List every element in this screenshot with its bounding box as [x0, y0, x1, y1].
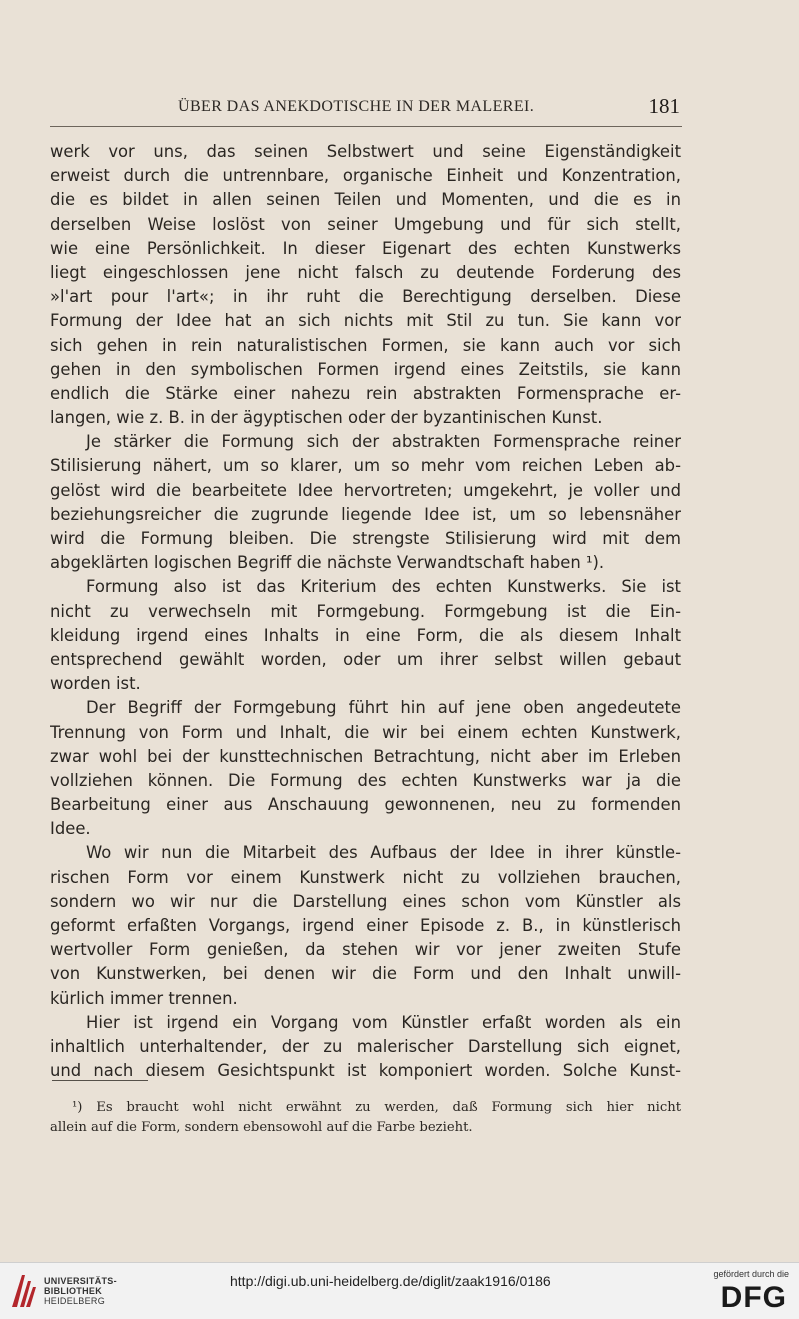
text-line: rischen Form vor einem Kunstwerk nicht zu vollziehen brauchen,: [50, 867, 681, 887]
paragraph-2: [50, 430, 681, 575]
text-line: Stilisierung nähert, um so klarer, um so mehr vom reichen Leben ab-: [50, 456, 681, 476]
footnote-divider: [52, 1080, 148, 1081]
text-line: Der Begriff der Formgebung führt hin auf jene oben angedeutete: [86, 698, 681, 718]
text-line: Trennung von Form und Inhalt, die wir bei einem echten Kunstwerk,: [50, 722, 681, 742]
text-line: gehen in den symbolischen Formen irgend eines Zeitstils, sie kann: [50, 359, 681, 379]
text-line: Bearbeitung einer aus Anschauung gewonnenen, neu zu formenden: [50, 795, 681, 815]
text-line: abgeklärten logischen Begriff die nächste Verwandtschaft haben ¹).: [50, 553, 605, 573]
text-line: kleidung irgend eines Inhalts in eine Form, die als diesem Inhalt: [50, 625, 681, 645]
text-line: inhaltlich unterhaltender, der zu malerischer Darstellung sich eignet,: [50, 1036, 681, 1056]
library-logo-icon: [8, 1271, 38, 1311]
paragraph-1: [50, 140, 681, 430]
text-line: endlich die Stärke einer nahezu rein abstrakten Formensprache er-: [50, 383, 681, 403]
library-name: UNIVERSITÄTS- BIBLIOTHEK HEIDELBERG: [44, 1276, 117, 1306]
paragraph-6: [50, 1011, 681, 1084]
text-line: wertvoller Form genießen, da stehen wir vor jener zweiten Stufe: [50, 940, 681, 960]
text-line: vollziehen können. Die Formung des echten Kunstwerks war ja die: [50, 770, 681, 790]
text-line: werk vor uns, das seinen Selbstwert und seine Eigenständigkeit: [50, 142, 681, 161]
text-line: Wo wir nun die Mitarbeit des Aufbaus der Idee in ihrer künstle-: [86, 843, 681, 863]
text-line: Idee.: [50, 819, 91, 839]
text-line: entsprechend gewählt worden, oder um ihrer selbst willen gebaut: [50, 649, 681, 669]
footnote-line: ¹) Es braucht wohl nicht erwähnt zu werden, daß Formung sich hier nicht: [72, 1100, 681, 1115]
text-line: langen, wie z. B. in der ägyptischen oder der byzantinischen Kunst.: [50, 408, 603, 428]
dfg-logo: DFG: [720, 1281, 787, 1314]
text-line: liegt eingeschlossen jene nicht falsch zu deutende Forderung des: [50, 262, 681, 282]
text-line: zwar wohl bei der kunsttechnischen Betrachtung, nicht aber im Erleben: [50, 746, 681, 766]
text-line: geformt erfaßten Vorgangs, irgend einer Episode z. B., in künstlerisch: [50, 916, 681, 935]
text-line: derselben Weise loslöst von seiner Umgebung und für sich stellt,: [50, 214, 681, 234]
text-line: sich gehen in rein naturalistischen Formen, sie kann auch vor sich: [50, 335, 681, 355]
header-title: ÜBER DAS ANEKDOTISCHE IN DER MALEREI.: [178, 98, 535, 115]
viewer-footer: [0, 1262, 799, 1319]
page-number: 181: [648, 94, 680, 118]
text-line: Formung also ist das Kriterium des echten Kunstwerks. Sie ist: [86, 577, 681, 597]
text-line: beziehungsreicher die zugrunde liegende Idee ist, um so lebensnäher: [50, 504, 681, 524]
funder-note: gefördert durch die: [713, 1269, 789, 1279]
text-line: und nach diesem Gesichtspunkt ist komponiert worden. Solche Kunst-: [50, 1061, 681, 1081]
body-text: [50, 140, 681, 1083]
text-line: Je stärker die Formung sich der abstrakten Formensprache reiner: [86, 432, 681, 452]
paragraph-5: [50, 841, 681, 1010]
text-line: von Kunstwerken, bei denen wir die Form und den Inhalt unwill-: [50, 964, 681, 984]
document-url-link[interactable]: http://digi.ub.uni-heidelberg.de/diglit/zaak1916/0186: [230, 1273, 551, 1289]
paragraph-3: [50, 575, 681, 696]
paragraph-4: [50, 696, 681, 841]
text-line: die es bildet in allen seinen Teilen und Momenten, und die es in: [50, 190, 681, 210]
text-line: Formung der Idee hat an sich nichts mit Stil zu tun. Sie kann vor: [50, 311, 681, 331]
text-line: gelöst wird die bearbeitete Idee hervortreten; umgekehrt, je voller und: [50, 480, 681, 500]
text-line: worden ist.: [50, 674, 141, 694]
text-line: Hier ist irgend ein Vorgang vom Künstler erfaßt worden als ein: [86, 1012, 681, 1032]
text-line: erweist durch die untrennbare, organische Einheit und Konzentration,: [50, 166, 681, 186]
text-line: »l'art pour l'art«; in ihr ruht die Berechtigung derselben. Diese: [50, 287, 681, 307]
text-line: sondern wo wir nur die Darstellung eines schon vom Künstler als: [50, 891, 681, 911]
text-line: wird die Formung bleiben. Die strengste Stilisierung wird mit dem: [50, 529, 681, 548]
running-header: [50, 92, 682, 127]
footnote: [50, 1098, 681, 1138]
text-line: wie eine Persönlichkeit. In dieser Eigenart des echten Kunstwerks: [50, 238, 681, 258]
text-line: kürlich immer trennen.: [50, 988, 238, 1008]
footnote-line: allein auf die Form, sondern ebensowohl auf die Farbe bezieht.: [50, 1120, 473, 1135]
text-line: nicht zu verwechseln mit Formgebung. Formgebung ist die Ein-: [50, 601, 681, 621]
